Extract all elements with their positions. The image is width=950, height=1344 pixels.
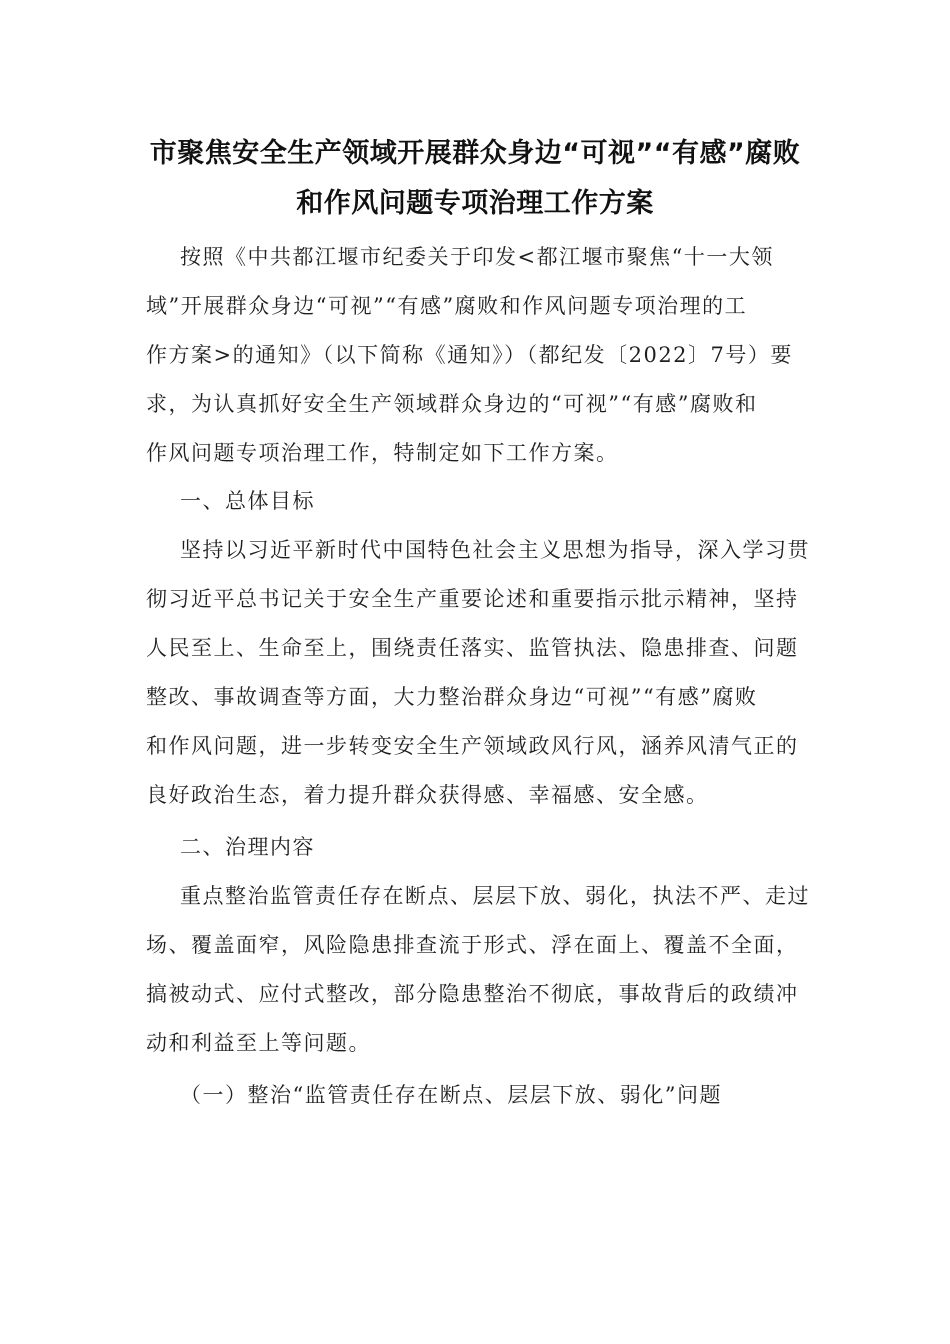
- paragraph-line: 整改、事故调查等方面，大力整治群众身边“可视”“有感”腐败: [146, 685, 758, 709]
- paragraph-line: 搞被动式、应付式整改，部分隐患整治不彻底，事故背后的政绩冲: [146, 982, 799, 1006]
- paragraph-line: 人民至上、生命至上，围绕责任落实、监管执法、隐患排查、问题: [146, 636, 799, 660]
- paragraph-line: 作风问题专项治理工作，特制定如下工作方案。: [146, 441, 619, 465]
- paragraph-line: 重点整治监管责任存在断点、层层下放、弱化，执法不严、走过: [180, 884, 810, 908]
- paragraph-line: 动和利益至上等问题。: [146, 1031, 371, 1055]
- paragraph-line: 场、覆盖面窄，风险隐患排查流于形式、浮在面上、覆盖不全面，: [146, 933, 799, 957]
- section-1-heading-block: [146, 477, 806, 526]
- paragraph-line: 彻习近平总书记关于安全生产重要论述和重要指示批示精神，坚持: [146, 587, 799, 611]
- subsection-heading: （一）整治“监管责任存在断点、层层下放、弱化”问题: [180, 1083, 722, 1107]
- section-2-heading-block: [146, 823, 806, 872]
- paragraph-line: 按照《中共都江堰市纪委关于印发<都江堰市聚焦“十一大领: [180, 245, 774, 269]
- paragraph-line: 和作风问题，进一步转变安全生产领域政风行风，涵养风清气正的: [146, 734, 799, 758]
- paragraph-line: 坚持以习近平新时代中国特色社会主义思想为指导，深入学习贯: [180, 538, 810, 562]
- paragraph-line: 良好政治生态，着力提升群众获得感、幸福感、安全感。: [146, 783, 709, 807]
- section-heading: 二、治理内容: [180, 835, 315, 859]
- section-heading: 一、总体目标: [180, 489, 315, 513]
- document-title-line-2: 和作风问题专项治理工作方案: [296, 188, 654, 219]
- document-title-line-1: 市聚焦安全生产领域开展群众身边“可视”“有感”腐败: [149, 138, 801, 169]
- intro-paragraph: [146, 233, 806, 478]
- paragraph-line: 求，为认真抓好安全生产领域群众身边的“可视”“有感”腐败和: [146, 392, 758, 416]
- paragraph-line: 作方案>的通知》（以下简称《通知》）（都纪发〔2022〕7号）要: [146, 343, 793, 367]
- section-1-paragraph: [146, 526, 810, 820]
- subsection-1-heading-block: [146, 1071, 806, 1120]
- paragraph-line: 域”开展群众身边“可视”“有感”腐败和作风问题专项治理的工: [146, 294, 748, 318]
- section-2-paragraph: [146, 872, 810, 1068]
